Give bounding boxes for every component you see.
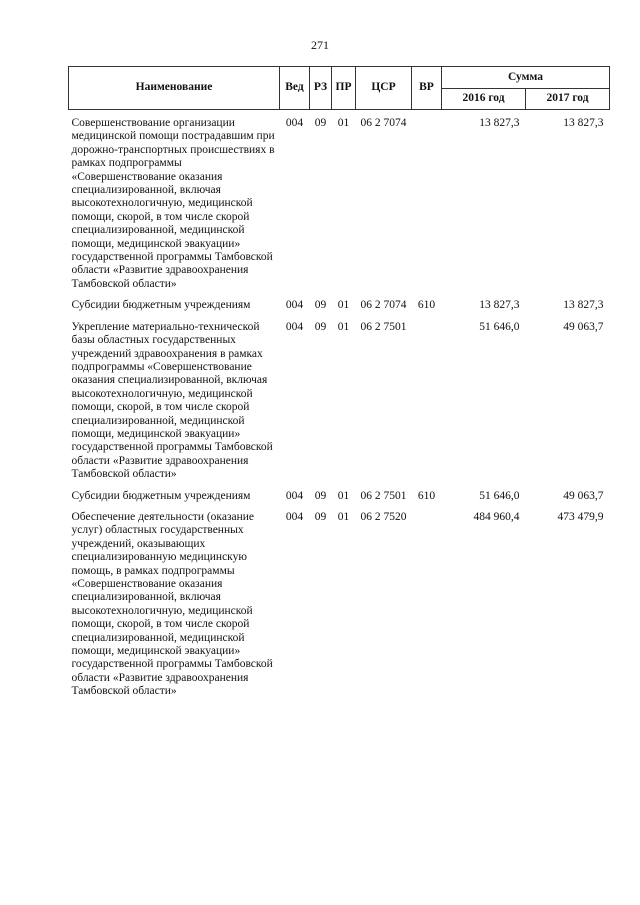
row-sum-2017: 13 827,3: [563, 117, 604, 129]
page-number: 271: [311, 38, 329, 52]
table-row: [69, 313, 610, 482]
row-sum-2017: 49 063,7: [563, 489, 604, 502]
row-pr: 01: [337, 489, 350, 502]
row-ved: 004: [285, 510, 304, 523]
row-sum-2017: 49 063,7: [563, 320, 604, 333]
row-vr: [412, 313, 442, 482]
row-name: Обеспечение деятельности (оказание услуг) областных государственных учреждений, оказывающих специализированную медицинскую помощь, в рамках подпрограммы «Совершенствование оказания специализированной, включая высокотехнологичную, медицинской помощи, скорой, в том числе скорой специализированной, медицинской помощи, медицинской эвакуации» государственной программы Тамбовской области «Развитие здравоохранения Тамбовской области»: [71, 510, 273, 698]
row-csr: 06 2 7520: [360, 510, 407, 523]
row-vr: [412, 503, 442, 699]
row-name: Совершенствование организации медицинской помощи пострадавшим при дорожно-транспортных происшествиях в рамках подпрограммы «Совершенствование оказания специализированной, включая высокотехнологичную, медицинской помощи, скорой, в том числе скорой специализированной, медицинской помощи, медицинской эвакуации» государственной программы Тамбовской области «Развитие здравоохранения Тамбовской области»: [71, 117, 275, 290]
budget-table: [68, 66, 610, 699]
row-pr: 01: [337, 117, 350, 129]
row-pr: 01: [337, 510, 350, 523]
row-ved: 004: [285, 117, 304, 129]
row-name: Субсидии бюджетным учреждениям: [71, 489, 251, 502]
row-ved: 004: [285, 489, 304, 502]
header-year-2016: 2016 год: [442, 89, 526, 110]
header-name: Наименование: [69, 67, 280, 110]
table-row: [69, 482, 610, 503]
row-sum-2017: 473 479,9: [557, 510, 604, 523]
row-name: Субсидии бюджетным учреждениям: [71, 299, 251, 312]
header-year-2017: 2017 год: [526, 89, 610, 110]
row-vr: 610: [417, 489, 436, 502]
table-row: [69, 110, 610, 292]
row-csr: 06 2 7501: [360, 489, 407, 502]
row-sum-2016: 13 827,3: [479, 117, 520, 129]
row-pr: 01: [337, 299, 350, 312]
row-rz: 09: [314, 299, 327, 312]
row-csr: 06 2 7074: [360, 117, 407, 129]
row-name: Укрепление материально-технической базы областных государственных учреждений здравоохранения в рамках подпрограммы «Совершенствование оказания специализированной, включая высокотехнологичную, медицинской помощи, скорой, в том числе скорой специализированной, медицинской помощи, медицинской эвакуации» государственной программы Тамбовской области «Развитие здравоохранения Тамбовской области»: [71, 320, 273, 481]
row-rz: 09: [314, 117, 327, 129]
row-ved: 004: [285, 320, 304, 333]
table-row: [69, 503, 610, 699]
row-sum-2017: 13 827,3: [563, 299, 604, 312]
header-vr: ВР: [412, 67, 442, 110]
row-vr: 610: [417, 299, 436, 312]
row-rz: 09: [314, 320, 327, 333]
header-pr: ПР: [332, 67, 356, 110]
row-sum-2016: 484 960,4: [473, 510, 520, 523]
row-pr: 01: [337, 320, 350, 333]
row-rz: 09: [314, 510, 327, 523]
row-sum-2016: 51 646,0: [479, 320, 520, 333]
header-sum: Сумма: [442, 67, 610, 89]
row-sum-2016: 51 646,0: [479, 489, 520, 502]
row-vr: [412, 110, 442, 292]
header-csr: ЦСР: [356, 67, 412, 110]
row-ved: 004: [285, 299, 304, 312]
header-rz: РЗ: [310, 67, 332, 110]
table-row: [69, 291, 610, 312]
row-csr: 06 2 7501: [360, 320, 407, 333]
row-rz: 09: [314, 489, 327, 502]
row-csr: 06 2 7074: [360, 299, 407, 312]
row-sum-2016: 13 827,3: [479, 299, 520, 312]
header-ved: Вед: [280, 67, 310, 110]
table-header: [69, 67, 610, 110]
